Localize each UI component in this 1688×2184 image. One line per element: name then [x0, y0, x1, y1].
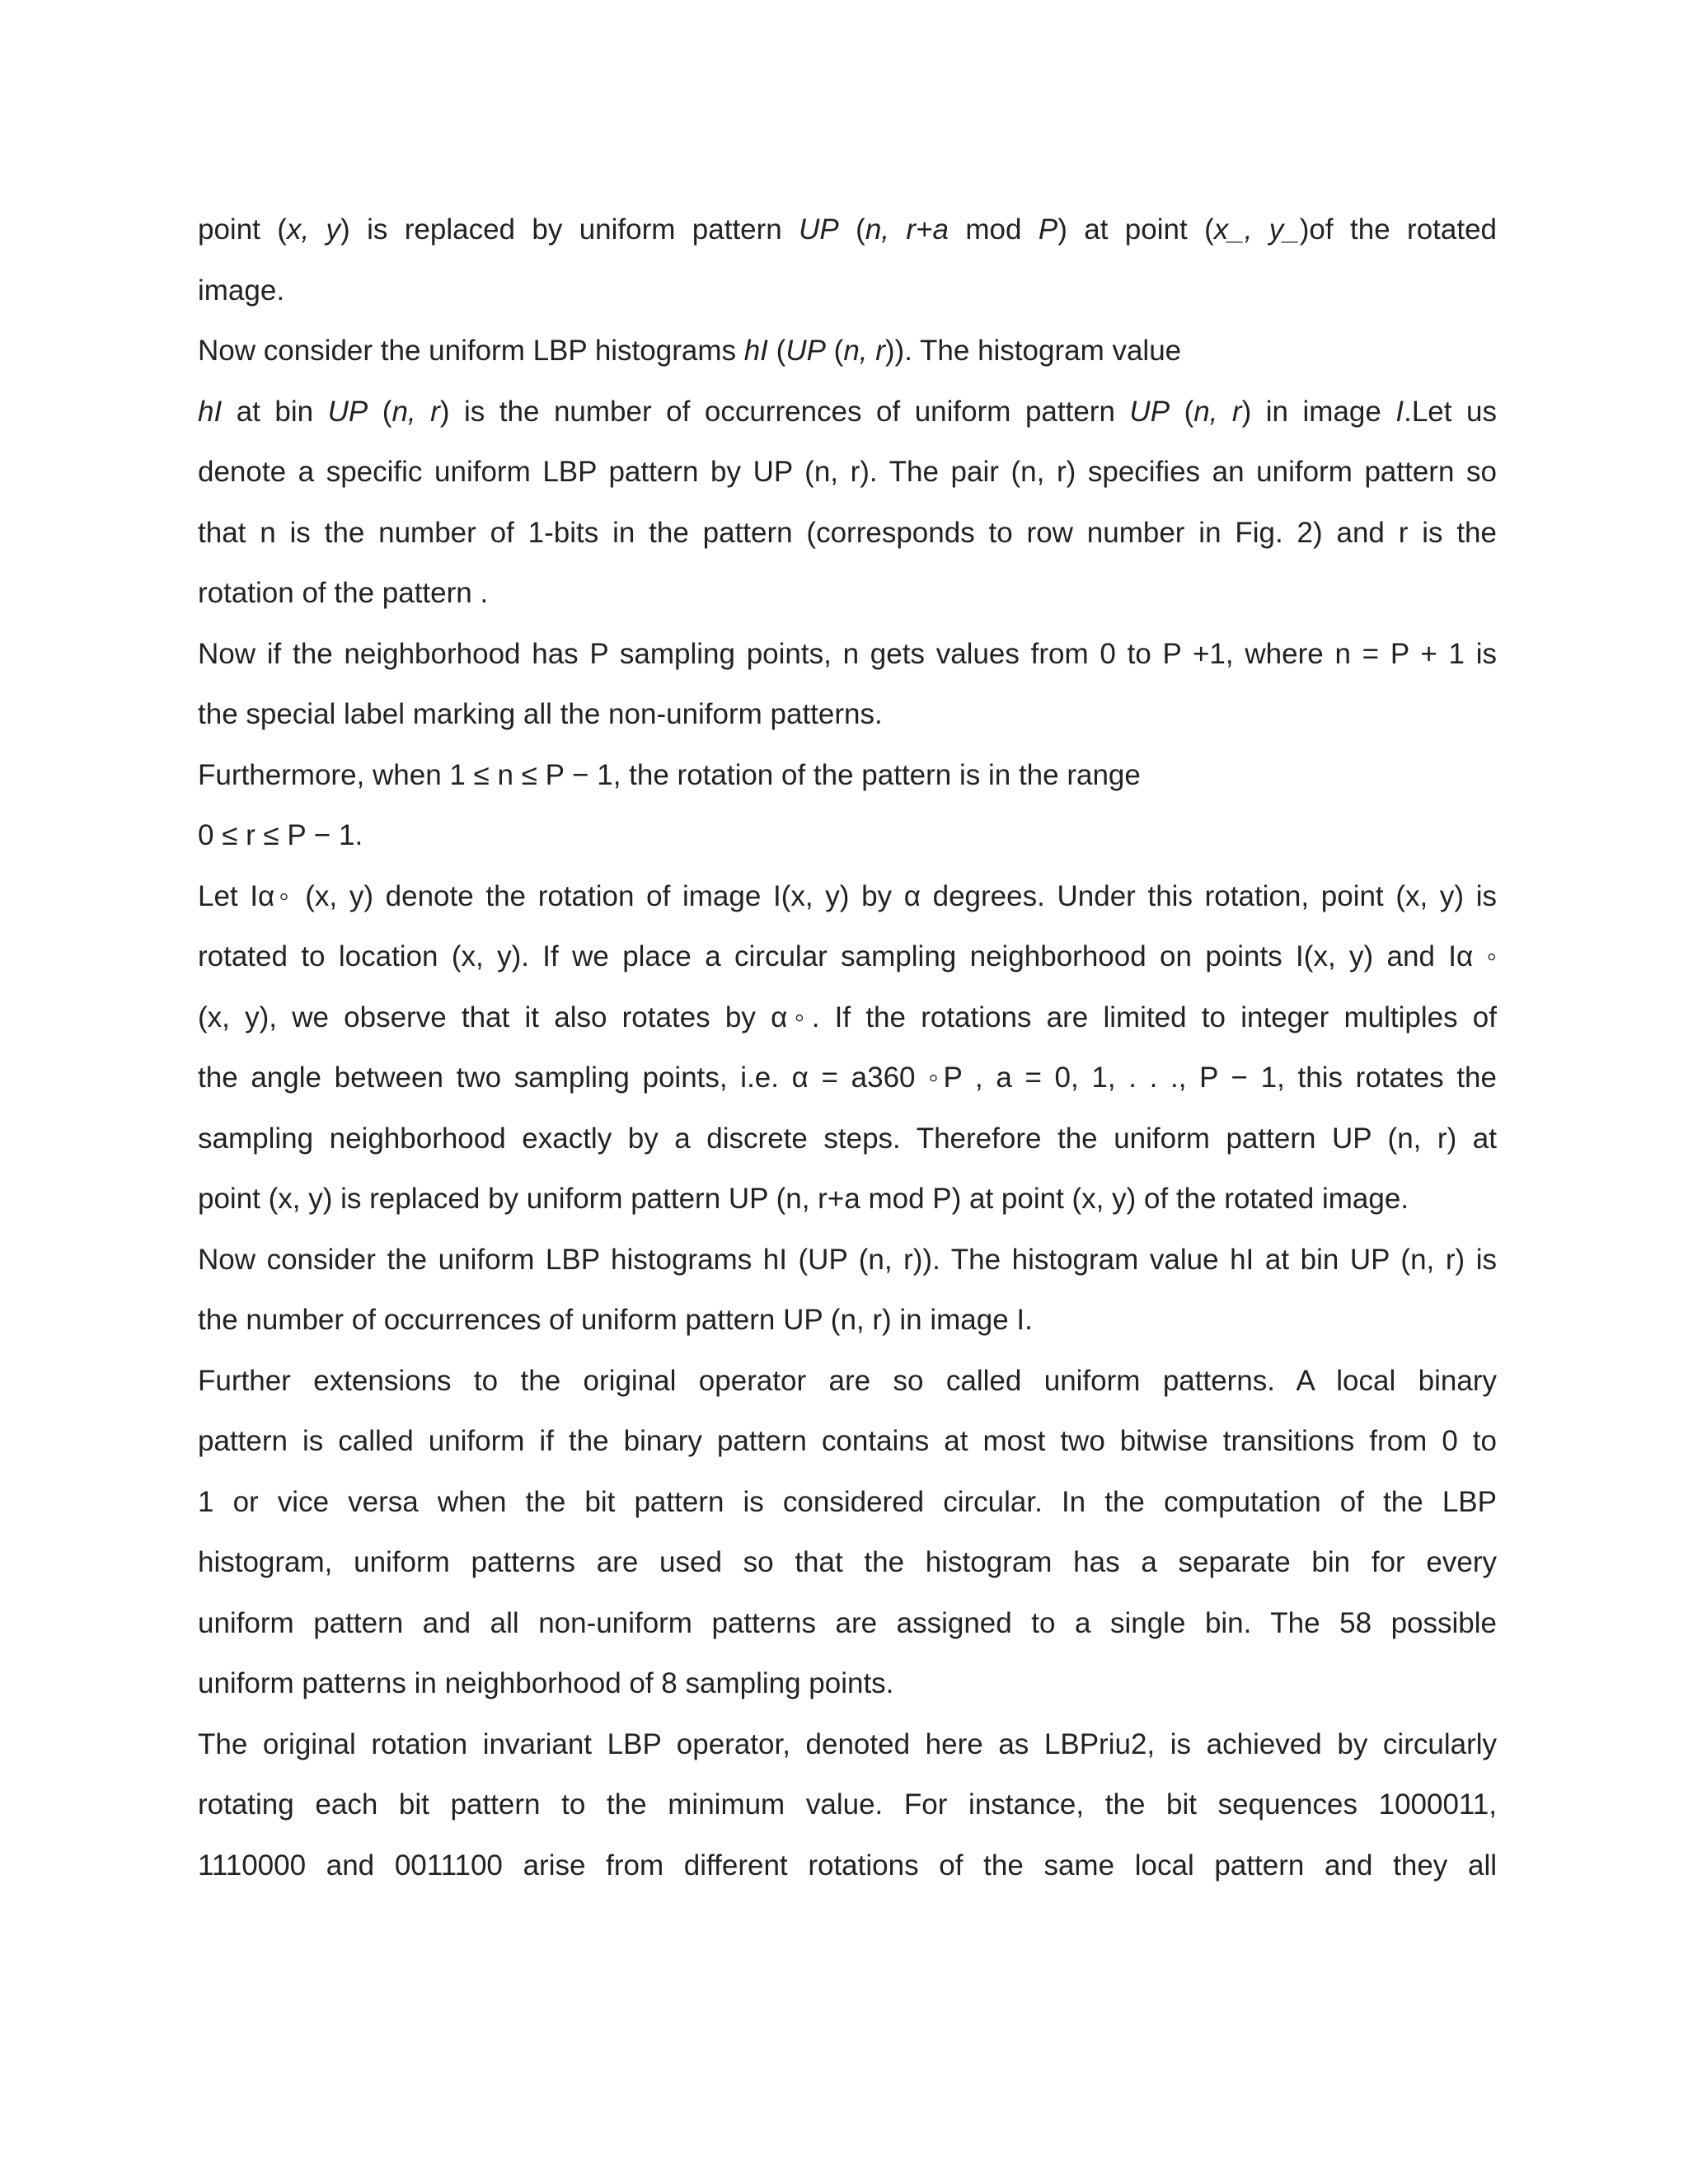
italic-text: UP — [327, 395, 368, 428]
text-segment: Now consider the uniform LBP histograms hI (UP (n, r)). The histogram value hI at bin UP (n, r) is — [198, 1243, 1497, 1276]
italic-text: n, r — [392, 395, 440, 428]
text-segment: Let Iα◦ (x, y) denote the rotation of image I(x, y) by α degrees. Under this rotation, point (x, y) is — [198, 879, 1497, 912]
text-segment: ( — [368, 395, 392, 428]
text-line — [198, 1835, 1497, 1896]
italic-text: UP — [1129, 395, 1170, 428]
text-line — [198, 1169, 1497, 1230]
text-segment: that n is the number of 1-bits in the pattern (corresponds to row number in Fig. 2) and r is the — [198, 516, 1497, 549]
text-segment: (x, y), we observe that it also rotates by α◦. If the rotations are limited to integer multiples of — [198, 1001, 1497, 1033]
text-segment: ) is replaced by uniform pattern — [340, 213, 799, 246]
text-segment: 1 or vice versa when the bit pattern is considered circular. In the computation of the LBP — [198, 1485, 1497, 1518]
text-line — [198, 1290, 1497, 1351]
text-line — [198, 260, 1497, 321]
text-segment: Now consider the uniform LBP histograms — [198, 335, 744, 367]
italic-text: x_, y_ — [1213, 213, 1300, 246]
text-segment: 0 ≤ r ≤ P − 1. — [198, 819, 363, 851]
text-segment: ) is the number of occurrences of uniform pattern — [439, 395, 1130, 428]
text-segment: the special label marking all the non-uniform patterns. — [198, 698, 883, 730]
text-segment: at bin — [222, 395, 328, 428]
text-segment: rotation of the pattern . — [198, 577, 489, 609]
text-line — [198, 624, 1497, 685]
text-segment: mod — [948, 213, 1039, 246]
text-segment: ( — [838, 213, 865, 246]
text-line — [198, 1047, 1497, 1108]
text-segment: The original rotation invariant LBP operator, denoted here as LBPriu2, is achieved by circularly — [198, 1727, 1497, 1760]
text-segment: Furthermore, when 1 ≤ n ≤ P − 1, the rotation of the pattern is in the range — [198, 758, 1141, 791]
italic-text: x, y — [286, 213, 341, 246]
text-segment: pattern is called uniform if the binary pattern contains at most two bitwise transitions from 0 to — [198, 1425, 1497, 1457]
text-segment: ( — [825, 335, 844, 367]
text-line — [198, 866, 1497, 927]
italic-text: UP — [785, 335, 826, 367]
text-line — [198, 805, 1497, 866]
text-line — [198, 199, 1497, 260]
text-segment: the number of occurrences of uniform pattern UP (n, r) in image I. — [198, 1304, 1033, 1336]
text-segment: 1110000 and 0011100 arise from different rotations of the same local pattern and they all — [198, 1849, 1497, 1882]
text-line — [198, 503, 1497, 564]
text-line — [198, 1653, 1497, 1714]
text-line — [198, 1593, 1497, 1654]
text-segment: ) at point ( — [1057, 213, 1214, 246]
text-line — [198, 1472, 1497, 1533]
text-line — [198, 1108, 1497, 1169]
text-line — [198, 1230, 1497, 1291]
text-segment: uniform pattern and all non-uniform patterns are assigned to a single bin. The 58 possible — [198, 1606, 1497, 1639]
text-segment: sampling neighborhood exactly by a discrete steps. Therefore the uniform pattern UP (n, r) at — [198, 1122, 1497, 1155]
text-line — [198, 1351, 1497, 1412]
text-line — [198, 1411, 1497, 1472]
text-segment: .Let us — [1404, 395, 1497, 428]
text-segment: ( — [767, 335, 786, 367]
italic-text: n, r+a — [865, 213, 949, 246]
text-segment: Further extensions to the original operator are so called uniform patterns. A local binary — [198, 1364, 1497, 1397]
document-page — [198, 199, 1497, 1896]
text-segment: Now if the neighborhood has P sampling points, n gets values from 0 to P +1, where n = P + 1 is — [198, 637, 1497, 670]
italic-text: n, r — [843, 335, 885, 367]
italic-text: I — [1395, 395, 1404, 428]
text-segment: ) in image — [1241, 395, 1396, 428]
text-segment: )of the rotated — [1299, 213, 1498, 246]
italic-text: UP — [799, 213, 839, 246]
text-segment: uniform patterns in neighborhood of 8 sampling points. — [198, 1667, 894, 1699]
text-line — [198, 987, 1497, 1048]
italic-text: hI — [743, 335, 768, 367]
text-segment: denote a specific uniform LBP pattern by UP (n, r). The pair (n, r) specifies an uniform pattern so — [198, 456, 1497, 488]
text-segment: rotated to location (x, y). If we place a circular sampling neighborhood on points I(x, y) and Iα ◦ — [198, 940, 1497, 972]
text-line — [198, 563, 1497, 624]
text-segment: rotating each bit pattern to the minimum value. For instance, the bit sequences 1000011, — [198, 1788, 1497, 1821]
italic-text: P — [1038, 213, 1058, 246]
text-segment: point (x, y) is replaced by uniform pattern UP (n, r+a mod P) at point (x, y) of the rotated image. — [198, 1183, 1409, 1215]
text-line — [198, 1532, 1497, 1593]
text-line — [198, 684, 1497, 745]
italic-text: n, r — [1193, 395, 1242, 428]
text-segment: ( — [1170, 395, 1194, 428]
text-segment: image. — [198, 274, 285, 307]
text-segment: the angle between two sampling points, i.e. α = a360 ◦P , a = 0, 1, . . ., P − 1, this rotates the — [198, 1062, 1497, 1094]
text-line — [198, 926, 1497, 987]
text-line — [198, 321, 1497, 382]
text-line — [198, 382, 1497, 443]
text-line — [198, 1714, 1497, 1775]
text-line — [198, 1774, 1497, 1835]
text-line — [198, 745, 1497, 806]
text-segment: )). The histogram value — [884, 335, 1182, 367]
italic-text: hI — [198, 395, 223, 428]
text-line — [198, 442, 1497, 503]
text-segment: histogram, uniform patterns are used so that the histogram has a separate bin for every — [198, 1546, 1497, 1578]
text-segment: point ( — [198, 213, 287, 246]
